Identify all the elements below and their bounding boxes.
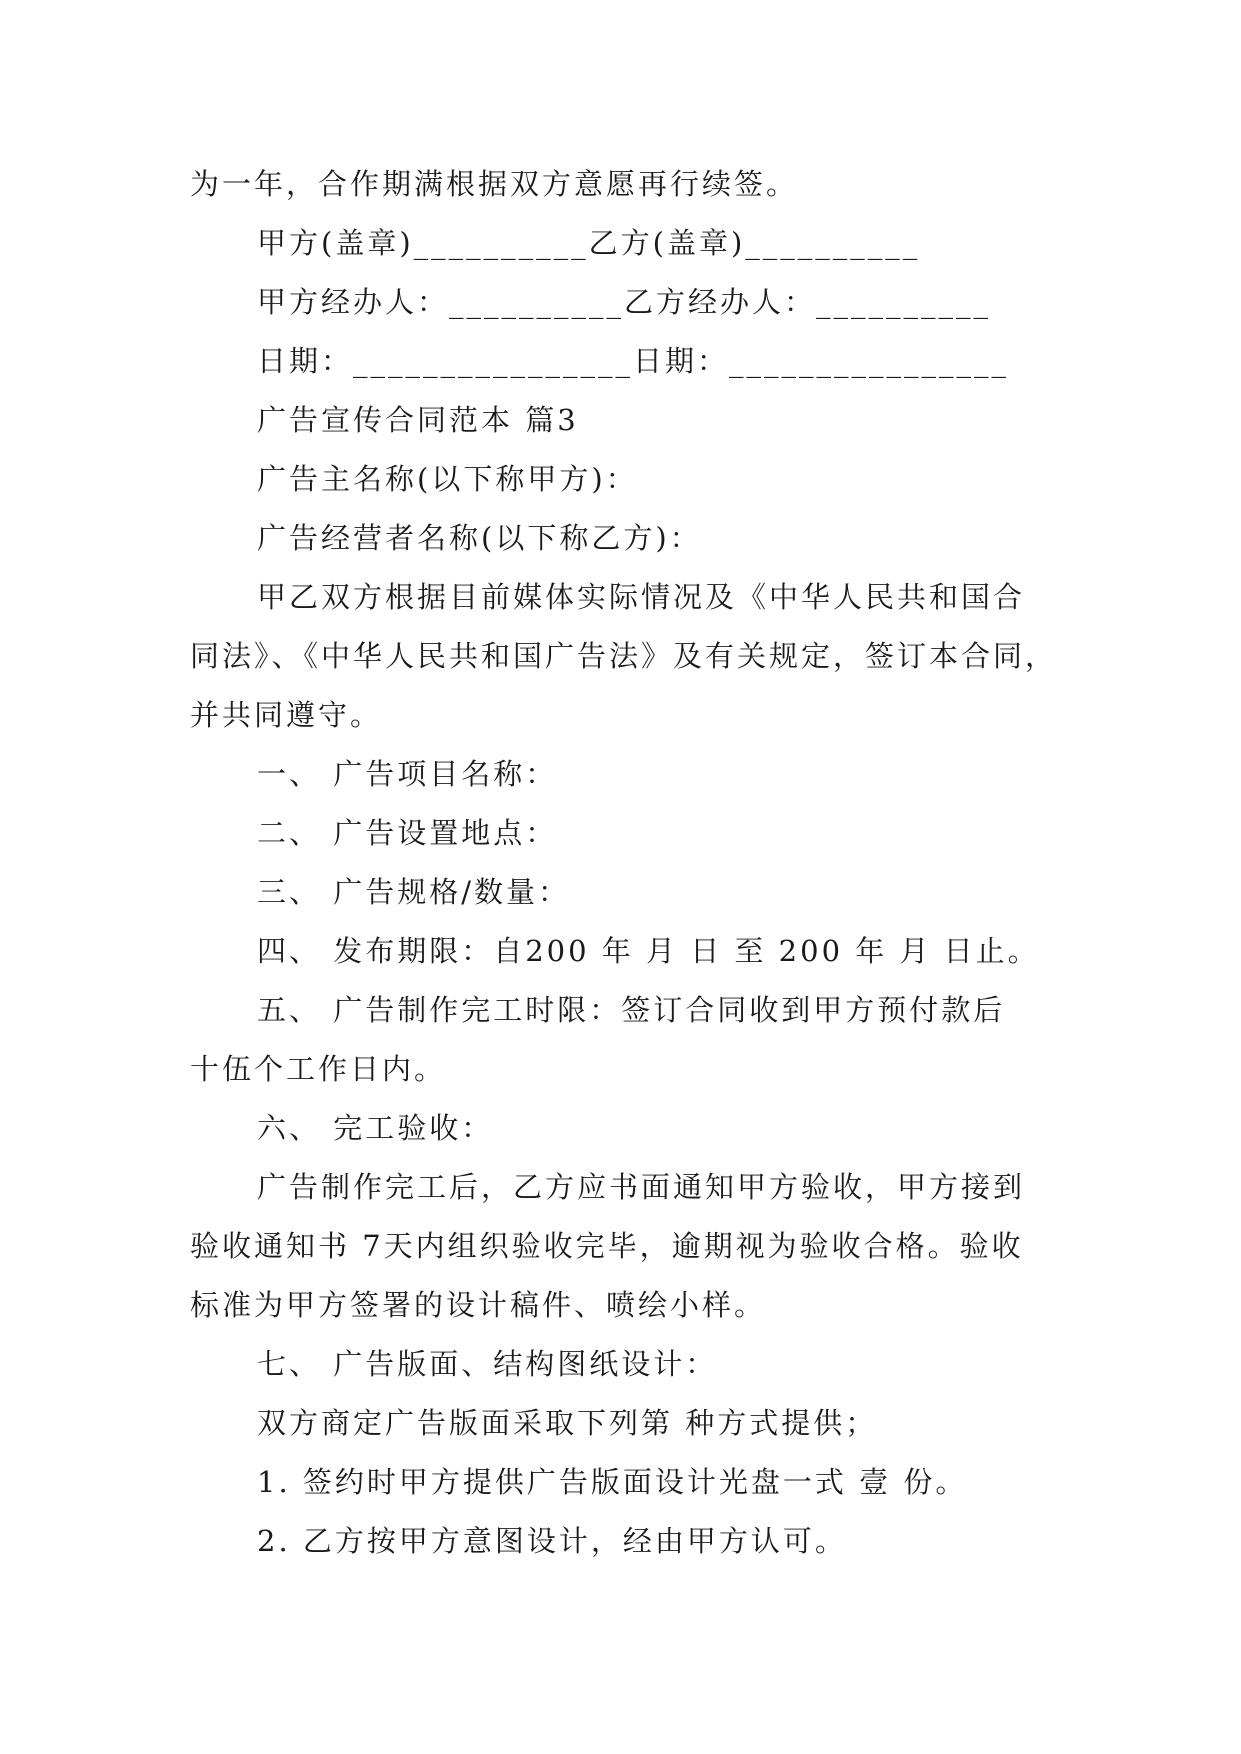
paragraph-line: 十伍个工作日内。 bbox=[190, 1052, 447, 1086]
paragraph-line: 广告主名称(以下称甲方)： bbox=[257, 462, 638, 496]
paragraph-line: 验收通知书 7天内组织验收完毕，逾期视为验收合格。验收 bbox=[190, 1229, 1024, 1263]
clause-line: 四、 发布期限：自200 年 月 日 至 200 年 月 日止。 bbox=[257, 934, 1040, 968]
paragraph-line: 甲乙双方根据目前媒体实际情况及《中华人民共和国合 bbox=[257, 580, 1026, 614]
paragraph-line: 同法》、《中华人民共和国广告法》及有关规定，签订本合同， bbox=[190, 639, 1058, 673]
paragraph-line: 广告制作完工后，乙方应书面通知甲方验收，甲方接到 bbox=[257, 1170, 1026, 1204]
signature-date-line: 日期：________________日期：________________ bbox=[257, 344, 1010, 378]
clause-line: 七、 广告版面、结构图纸设计： bbox=[257, 1347, 718, 1381]
clause-line: 五、 广告制作完工时限：签订合同收到甲方预付款后 bbox=[257, 993, 1006, 1027]
paragraph-line: 为一年，合作期满根据双方意愿再行续签。 bbox=[190, 167, 799, 201]
section-title: 广告宣传合同范本 篇3 bbox=[257, 403, 579, 437]
list-item: 1. 签约时甲方提供广告版面设计光盘一式 壹 份。 bbox=[257, 1465, 968, 1499]
clause-line: 六、 完工验收： bbox=[257, 1111, 494, 1145]
clause-line: 一、 广告项目名称： bbox=[257, 757, 558, 791]
paragraph-line: 标准为甲方签署的设计稿件、喷绘小样。 bbox=[190, 1288, 767, 1322]
paragraph-line: 广告经营者名称(以下称乙方)： bbox=[257, 521, 702, 555]
clause-line: 三、 广告规格/数量： bbox=[257, 875, 570, 909]
paragraph-line: 并共同遵守。 bbox=[190, 698, 383, 732]
signature-agent-line: 甲方经办人：__________乙方经办人：__________ bbox=[257, 285, 992, 319]
list-item: 2. 乙方按甲方意图设计，经由甲方认可。 bbox=[257, 1524, 847, 1558]
paragraph-line: 双方商定广告版面采取下列第 种方式提供； bbox=[257, 1406, 878, 1440]
clause-line: 二、 广告设置地点： bbox=[257, 816, 558, 850]
signature-stamp-line: 甲方(盖章)__________乙方(盖章)__________ bbox=[257, 226, 921, 260]
